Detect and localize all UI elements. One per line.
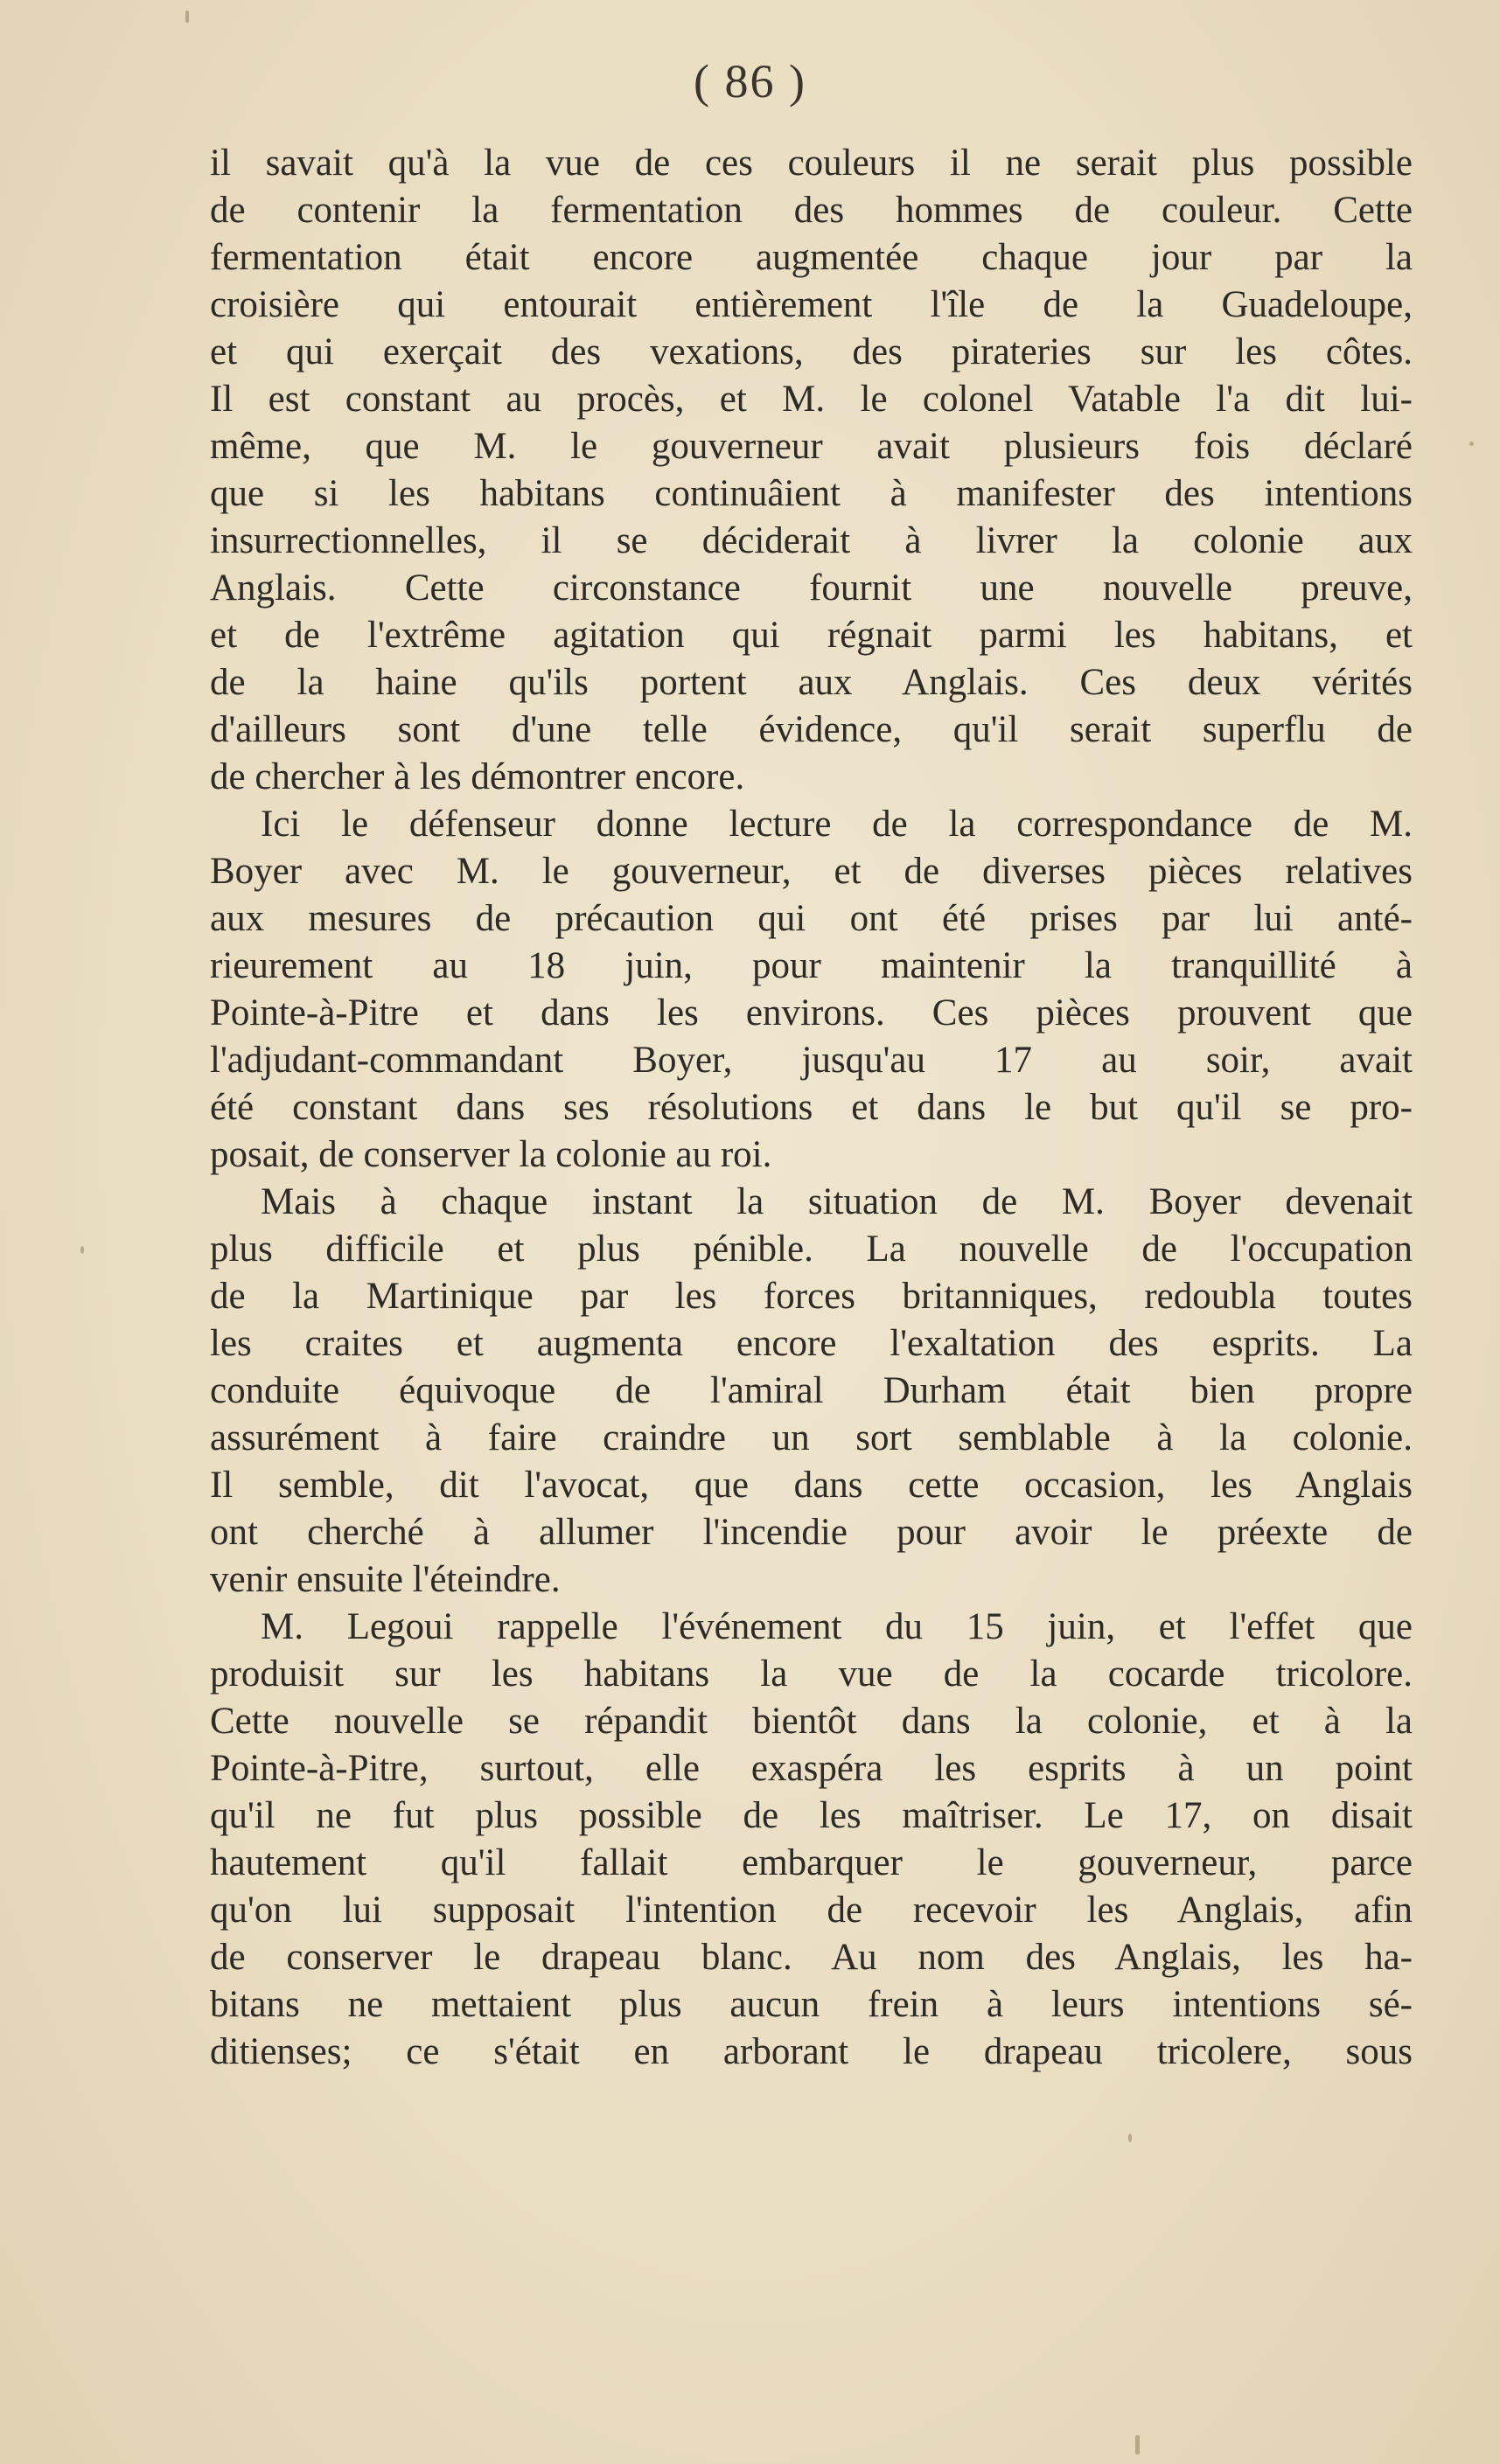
- page-number: ( 86 ): [694, 55, 806, 108]
- text-line: de contenir la fermentation des hommes de couleur. Cette: [210, 190, 1413, 231]
- text-line: de la haine qu'ils portent aux Anglais. Ces deux vérités: [210, 662, 1413, 703]
- text-line: M. Legoui rappelle l'événement du 15 juin, et l'effet que: [261, 1606, 1413, 1647]
- text-line: qu'il ne fut plus possible de les maîtriser. Le 17, on disait: [210, 1795, 1413, 1836]
- text-line: Pointe-à-Pitre, surtout, elle exaspéra les esprits à un point: [210, 1748, 1413, 1789]
- text-line: Boyer avec M. le gouverneur, et de diverses pièces relatives: [210, 851, 1413, 892]
- text-line: rieurement au 18 juin, pour maintenir la tranquillité à: [210, 945, 1413, 986]
- text-line: d'ailleurs sont d'une telle évidence, qu'il serait superflu de: [210, 709, 1413, 750]
- text-line: conduite équivoque de l'amiral Durham était bien propre: [210, 1370, 1413, 1411]
- text-line: ditienses; ce s'était en arborant le drapeau tricolere, sous: [210, 2031, 1413, 2072]
- text-line: aux mesures de précaution qui ont été prises par lui anté-: [210, 898, 1413, 939]
- text-line: insurrectionnelles, il se déciderait à livrer la colonie aux: [210, 520, 1413, 561]
- text-line: plus difficile et plus pénible. La nouvelle de l'occupation: [210, 1229, 1413, 1270]
- text-line: de conserver le drapeau blanc. Au nom des Anglais, les ha-: [210, 1937, 1413, 1978]
- text-line: et de l'extrême agitation qui régnait parmi les habitans, et: [210, 615, 1413, 656]
- text-line: Pointe-à-Pitre et dans les environs. Ces pièces prouvent que: [210, 992, 1413, 1034]
- paper-speck: [80, 1246, 84, 1254]
- text-line: Mais à chaque instant la situation de M. Boyer devenait: [261, 1181, 1413, 1222]
- text-line: fermentation était encore augmentée chaque jour par la: [210, 237, 1413, 278]
- text-line: qu'on lui supposait l'intention de recevoir les Anglais, afin: [210, 1890, 1413, 1931]
- text-line: de chercher à les démontrer encore.: [210, 756, 745, 797]
- text-line: les craites et augmenta encore l'exaltation des esprits. La: [210, 1323, 1413, 1364]
- text-line: Ici le défenseur donne lecture de la correspondance de M.: [261, 804, 1413, 845]
- text-line: que si les habitans continuâient à manifester des intentions: [210, 473, 1413, 514]
- text-line: Anglais. Cette circonstance fournit une nouvelle preuve,: [210, 567, 1413, 609]
- text-line: Il est constant au procès, et M. le colonel Vatable l'a dit lui-: [210, 379, 1413, 420]
- text-line: même, que M. le gouverneur avait plusieurs fois déclaré: [210, 426, 1413, 467]
- text-line: hautement qu'il fallait embarquer le gouverneur, parce: [210, 1842, 1413, 1883]
- text-line: produisit sur les habitans la vue de la cocarde tricolore.: [210, 1653, 1413, 1695]
- paper-speck: [1128, 2133, 1132, 2142]
- text-line: Il semble, dit l'avocat, que dans cette occasion, les Anglais: [210, 1465, 1413, 1506]
- text-line: assurément à faire craindre un sort semblable à la colonie.: [210, 1417, 1413, 1458]
- body-text: [210, 140, 1413, 2076]
- text-line: été constant dans ses résolutions et dans le but qu'il se pro-: [210, 1087, 1413, 1128]
- paper-speck: [1469, 442, 1474, 446]
- text-line: Cette nouvelle se répandit bientôt dans la colonie, et à la: [210, 1701, 1413, 1742]
- text-line: l'adjudant-commandant Boyer, jusqu'au 17 au soir, avait: [210, 1040, 1413, 1081]
- paper-speck: [1135, 2435, 1140, 2454]
- text-line: de la Martinique par les forces britanniques, redoubla toutes: [210, 1276, 1413, 1317]
- text-line: venir ensuite l'éteindre.: [210, 1559, 561, 1600]
- text-line: bitans ne mettaient plus aucun frein à leurs intentions sé-: [210, 1984, 1413, 2025]
- text-line: et qui exerçait des vexations, des pirateries sur les côtes.: [210, 331, 1413, 372]
- text-line: ont cherché à allumer l'incendie pour avoir le préexte de: [210, 1512, 1413, 1553]
- text-line: croisière qui entourait entièrement l'île de la Guadeloupe,: [210, 284, 1413, 325]
- text-line: il savait qu'à la vue de ces couleurs il ne serait plus possible: [210, 143, 1413, 184]
- text-line: posait, de conserver la colonie au roi.: [210, 1134, 772, 1175]
- paper-speck: [185, 10, 189, 23]
